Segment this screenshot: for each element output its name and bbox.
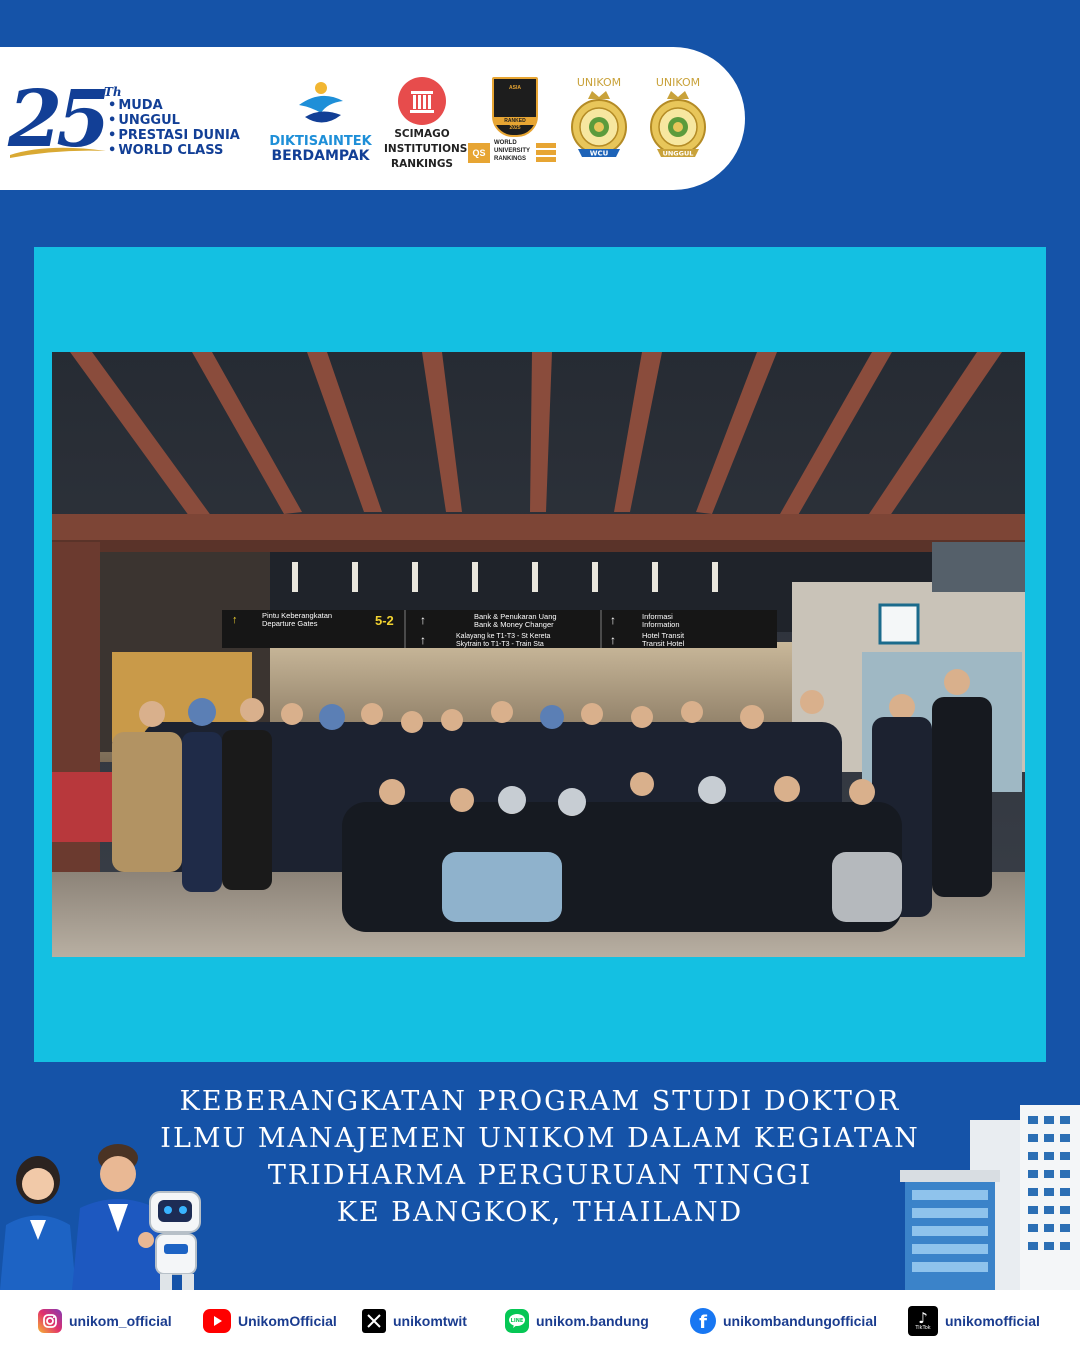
youtube-icon bbox=[203, 1309, 231, 1333]
tagline-item: • PRESTASI DUNIA bbox=[108, 128, 240, 143]
social-instagram[interactable] bbox=[38, 1308, 172, 1334]
sign-gate-number: 5-2 bbox=[375, 613, 394, 628]
scimago-line1: SCIMAGO bbox=[394, 128, 450, 140]
social-footer bbox=[0, 1290, 1080, 1350]
x-icon bbox=[362, 1309, 386, 1333]
qs-word: RANKINGS bbox=[494, 156, 527, 162]
social-handle: unikom.bandung bbox=[536, 1313, 649, 1329]
qs-words bbox=[494, 139, 530, 163]
qs-word: UNIVERSITY bbox=[494, 148, 531, 154]
svg-text:↑: ↑ bbox=[610, 613, 616, 627]
anniversary-ordinal: Th bbox=[104, 85, 122, 99]
sign-skytrain: Kalayang ke T1-T3 - St Kereta bbox=[456, 633, 551, 640]
diktisaintek-name: DIKTISAINTEK bbox=[269, 134, 372, 149]
sign-hotel-en: Transit Hotel bbox=[642, 639, 685, 648]
diktisaintek-emblem-icon bbox=[293, 79, 349, 131]
headline-line: KEBERANGKATAN PROGRAM STUDI DOKTOR bbox=[179, 1086, 901, 1117]
social-youtube[interactable] bbox=[203, 1308, 337, 1334]
sign-hotel: Hotel Transit bbox=[642, 631, 685, 640]
qs-badge-top: ASIA bbox=[509, 85, 521, 91]
svg-text:↑: ↑ bbox=[610, 633, 616, 647]
social-facebook[interactable] bbox=[690, 1308, 877, 1334]
anniversary-swoosh-icon bbox=[8, 145, 108, 159]
crown-seal-icon bbox=[645, 89, 711, 161]
qs-asia-badge-icon bbox=[492, 77, 538, 137]
qs-rankings-logo bbox=[468, 77, 560, 167]
scimago-emblem-icon bbox=[398, 77, 446, 125]
anniversary-logo bbox=[8, 74, 258, 171]
social-tiktok[interactable] bbox=[908, 1308, 1040, 1334]
sign-info-en: Information bbox=[642, 620, 680, 629]
diktisaintek-logo bbox=[268, 79, 373, 164]
tiktok-icon: ♪ TikTok bbox=[908, 1306, 938, 1336]
headline-line: ILMU MANAJEMEN UNIKOM DALAM KEGIATAN bbox=[160, 1123, 920, 1154]
svg-text:↑: ↑ bbox=[420, 613, 426, 627]
anniversary-tagline bbox=[108, 98, 240, 158]
scimago-logo bbox=[384, 77, 468, 170]
headline-line: TRIDHARMA PERGURUAN TINGGI bbox=[267, 1160, 813, 1191]
seal-title: UNIKOM bbox=[655, 76, 701, 89]
scimago-line2: INSTITUTIONS bbox=[384, 143, 468, 155]
mascots-illustration bbox=[0, 1140, 225, 1290]
facebook-icon: f bbox=[690, 1308, 716, 1334]
social-handle: unikombandungofficial bbox=[723, 1313, 877, 1329]
headline-line: KE BANGKOK, THAILAND bbox=[336, 1197, 744, 1228]
unikom-unggul-seal bbox=[644, 77, 712, 167]
headline bbox=[130, 1083, 950, 1231]
seal-ribbon: UNGGUL bbox=[662, 149, 694, 158]
seal-ribbon: WCU bbox=[589, 149, 609, 158]
qs-badge-mid: RANKED bbox=[494, 117, 536, 125]
diktisaintek-sub: BERDAMPAK bbox=[271, 148, 370, 164]
sign-bank: Bank & Penukaran Uang bbox=[474, 612, 557, 621]
sign-bank-en: Bank & Money Changer bbox=[474, 620, 554, 629]
tagline-item: • UNGGUL bbox=[108, 113, 240, 128]
instagram-icon bbox=[38, 1309, 62, 1333]
svg-text:↑: ↑ bbox=[420, 633, 426, 647]
svg-text:LINE: LINE bbox=[510, 1318, 524, 1324]
unikom-wcu-seal bbox=[565, 77, 633, 167]
social-x[interactable] bbox=[362, 1308, 467, 1334]
sign-skytrain-en: Skytrain to T1-T3 - Train Sta bbox=[456, 641, 544, 648]
line-icon bbox=[505, 1309, 529, 1333]
sign-gate-label: Pintu Keberangkatan bbox=[262, 611, 333, 620]
tagline-item: • WORLD CLASS bbox=[108, 143, 240, 158]
scimago-line3: RANKINGS bbox=[390, 158, 453, 170]
campus-building-illustration bbox=[900, 1100, 1080, 1290]
svg-text:↑: ↑ bbox=[232, 614, 238, 626]
seal-title: UNIKOM bbox=[576, 76, 622, 89]
social-handle: unikomofficial bbox=[945, 1313, 1040, 1329]
social-handle: UnikomOfficial bbox=[238, 1313, 337, 1329]
qs-badge-year: 2025 bbox=[509, 125, 521, 131]
sign-info: Informasi bbox=[642, 612, 673, 621]
sign-gate-label-en: Departure Gates bbox=[262, 619, 318, 628]
social-line[interactable] bbox=[505, 1308, 649, 1334]
group-photo bbox=[52, 352, 1025, 957]
qs-mark: QS bbox=[468, 143, 490, 163]
tiktok-caption: TikTok bbox=[915, 1325, 931, 1331]
crown-seal-icon bbox=[566, 89, 632, 161]
social-handle: unikom_official bbox=[69, 1313, 172, 1329]
qs-word: WORLD bbox=[494, 140, 517, 146]
anniversary-number: 25 bbox=[8, 74, 105, 165]
social-handle: unikomtwit bbox=[393, 1313, 467, 1329]
tagline-item: • MUDA bbox=[108, 98, 240, 113]
qs-bars-icon bbox=[536, 143, 556, 163]
top-banner bbox=[0, 47, 745, 190]
